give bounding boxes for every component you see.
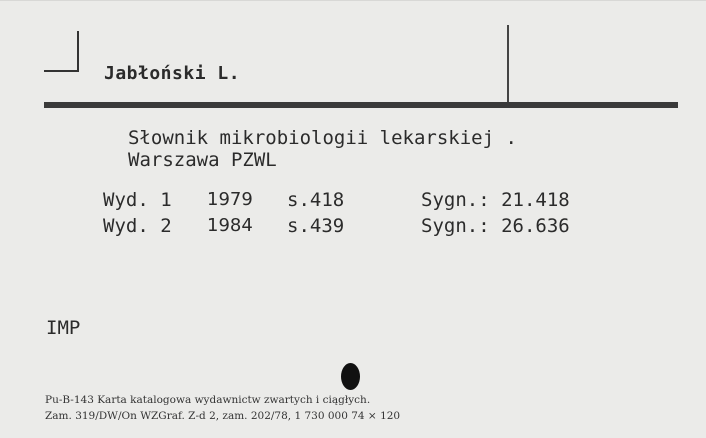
edition-signature: Sygn.: 26.636 <box>421 215 570 237</box>
title-line: Słownik mikrobiologii lekarskiej . <box>128 127 517 149</box>
edition-pages: s.439 <box>287 215 345 237</box>
corner-mark-vertical <box>77 31 79 71</box>
header-rule <box>44 102 678 108</box>
edition-pages: s.418 <box>287 189 345 211</box>
footer-line: Pu-B-143 Karta katalogowa wydawnictw zwartych i ciągłych. <box>45 394 371 406</box>
author-name: Jabłoński L. <box>104 63 241 84</box>
corner-mark-horizontal <box>44 70 79 72</box>
publisher-line: Warszawa PZWL <box>128 149 277 171</box>
imp-stamp: IMP <box>46 317 81 339</box>
edition-year: 1979 <box>207 189 253 210</box>
edition-year: 1984 <box>207 215 253 236</box>
edition-label: Wyd. 2 <box>103 215 172 237</box>
punch-hole <box>341 363 360 390</box>
edition-label: Wyd. 1 <box>103 189 172 211</box>
footer-line: Zam. 319/DW/On WZGraf. Z-d 2, zam. 202/78, 1 730 000 74 × 120 <box>45 410 401 422</box>
column-divider <box>507 25 509 103</box>
edition-signature: Sygn.: 21.418 <box>421 189 570 211</box>
